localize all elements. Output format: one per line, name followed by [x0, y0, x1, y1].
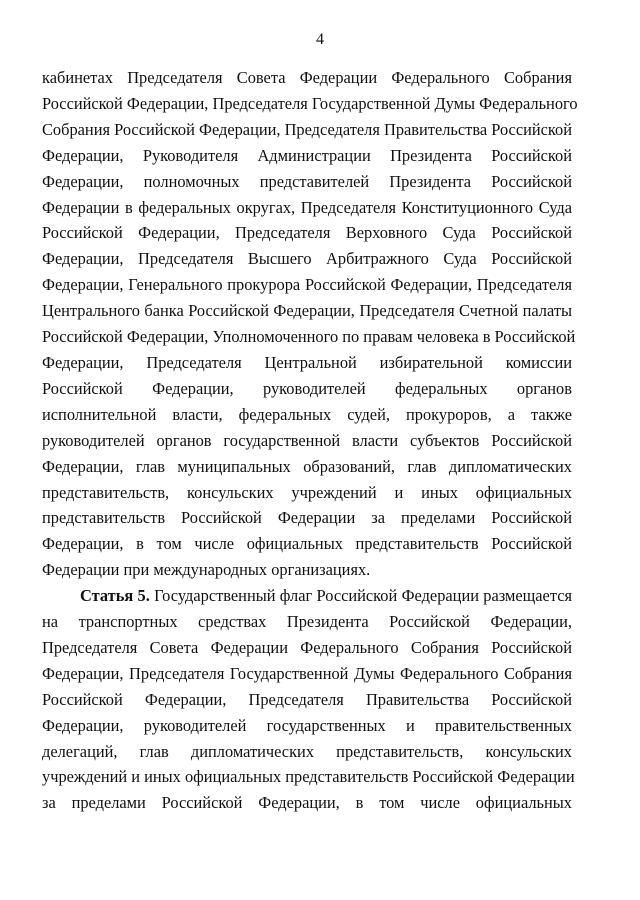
text-line: Российской Федерации, руководителей федеральных органов	[42, 378, 572, 398]
text-line: руководителей органов государственной власти субъектов Российской	[42, 430, 572, 450]
text-line: Федерации, Председателя Центральной избирательной комиссии	[42, 352, 572, 372]
article-5-first-line-text: Государственный флаг Российской Федерации размещается	[149, 586, 573, 606]
text-line: Председателя Совета Федерации Федерального Собрания Российской	[42, 637, 572, 657]
text-line: Федерации, руководителей государственных и правительственных	[42, 715, 572, 735]
text-line: исполнительной власти, федеральных судей, прокуроров, а также	[42, 404, 572, 424]
text-line: Федерации, Руководителя Администрации Президента Российской	[42, 145, 572, 165]
text-line: Российской Федерации, Председателя Государственной Думы Федерального	[42, 93, 578, 113]
text-line: представительств, консульских учреждений и иных официальных	[42, 482, 572, 502]
text-line: Российской Федерации, Председателя Правительства Российской	[42, 689, 572, 709]
text-line: Федерации, глав муниципальных образований, глав дипломатических	[42, 456, 572, 476]
text-line: Федерации, Председателя Государственной Думы Федерального Собрания	[42, 663, 572, 683]
text-line: представительств Российской Федерации за пределами Российской	[42, 508, 572, 528]
text-line: Собрания Российской Федерации, Председателя Правительства Российской	[42, 119, 573, 139]
text-line: Федерации, в том числе официальных представительств Российской	[42, 534, 572, 554]
page-number: 4	[316, 31, 324, 48]
text-line: Федерации, полномочных представителей Президента Российской	[42, 171, 572, 191]
text-line: Федерации, Председателя Высшего Арбитражного Суда Российской	[42, 249, 572, 269]
text-line: Федерации в федеральных округах, Председателя Конституционного Суда	[42, 197, 572, 217]
text-line: учреждений и иных официальных представительств Российской Федерации	[42, 767, 575, 787]
article-5-paragraph	[42, 583, 575, 816]
article-5-first-line	[42, 583, 572, 609]
paragraph-continuation	[42, 65, 578, 583]
text-line: Центрального банка Российской Федерации, Председателя Счетной палаты	[42, 301, 572, 321]
text-line: Федерации при международных организациях.	[42, 560, 371, 580]
text-line: делегаций, глав дипломатических представительств, консульских	[42, 741, 572, 761]
text-line: на транспортных средствах Президента Российской Федерации,	[42, 612, 572, 632]
text-line: кабинетах Председателя Совета Федерации Федерального Собрания	[42, 68, 572, 87]
text-line: Федерации, Генерального прокурора Российской Федерации, Председателя	[42, 275, 572, 295]
article-label: Статья 5.	[80, 586, 150, 606]
document-body	[42, 65, 578, 816]
text-line: за пределами Российской Федерации, в том числе официальных	[42, 793, 572, 813]
text-line: Российской Федерации, Уполномоченного по правам человека в Российской	[42, 327, 576, 347]
text-line: Российской Федерации, Председателя Верховного Суда Российской	[42, 223, 572, 243]
